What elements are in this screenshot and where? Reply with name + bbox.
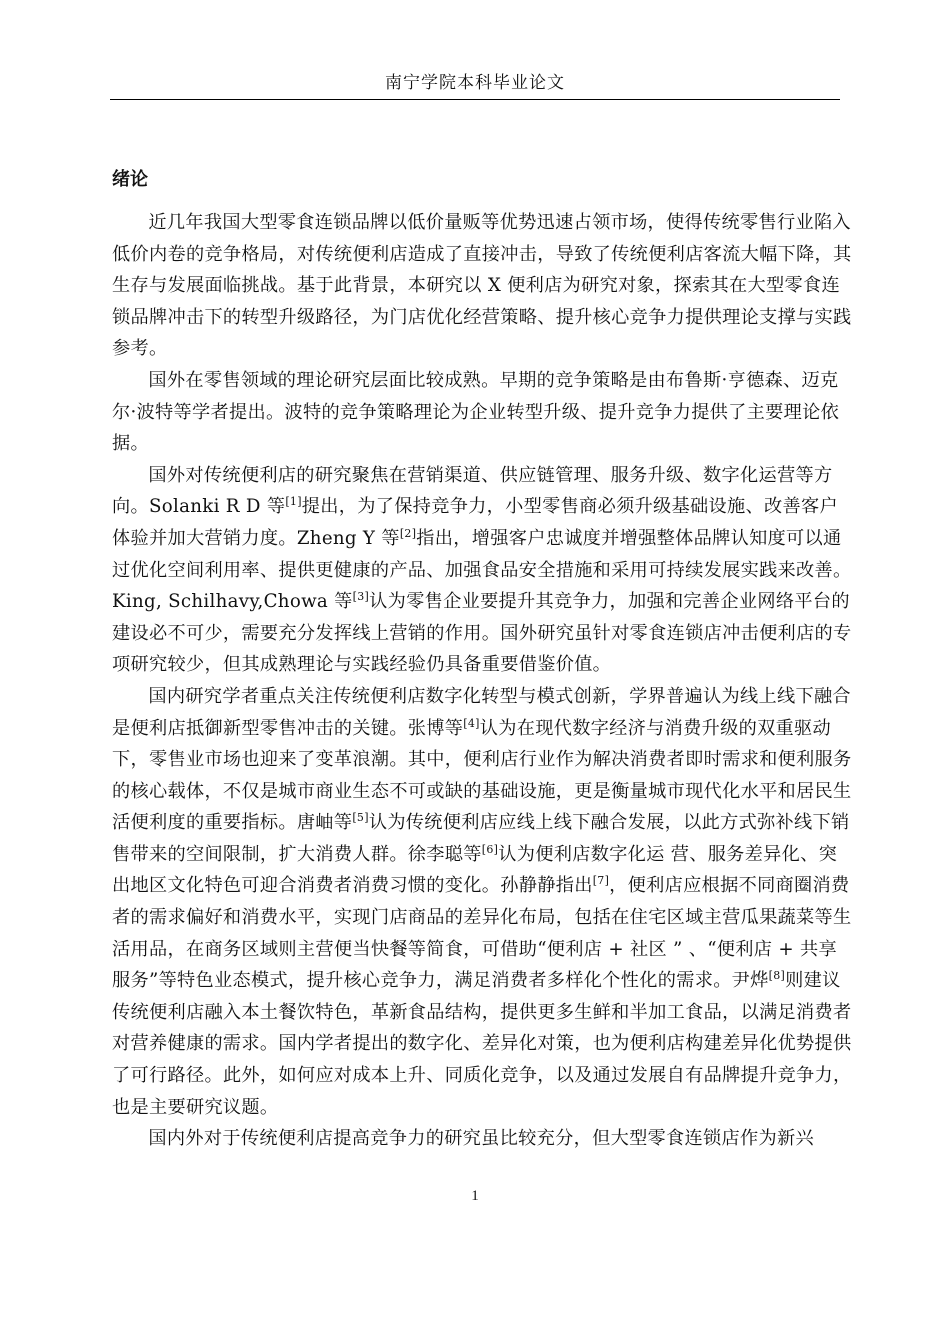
body-paragraph — [112, 365, 852, 460]
page-number: 1 — [471, 1188, 479, 1204]
body-paragraph — [112, 681, 852, 1123]
body-paragraph — [112, 207, 852, 365]
citation-marker: [5] — [352, 811, 369, 825]
running-header: 南宁学院本科毕业论文 — [385, 73, 565, 93]
paragraph-text: 国内研究学者重点关注传统便利店数字化转型与模式创新，学界普遍认为线上线下融合是便利店抵御新型零售冲击的关键。张博等 — [112, 685, 851, 739]
citation-marker: [3] — [352, 590, 370, 604]
paragraph-text: 认为零售企业要提升其竞争力，加强和完善企业网络平台的建设必不可少，需要充分发挥线上营销的作用。国外研究虽针对零食连锁店冲击便利店的专项研究较少，但其成熟理论与实践经验仍具备重要借鉴价值。 — [112, 591, 852, 676]
paragraph-text: 认为便利店数字化运 营、服务差异化、突出地区文化特色可迎合消费者消费习惯的变化。孙静静指出 — [112, 843, 838, 897]
citation-marker: [2] — [399, 526, 417, 540]
section-title: 绪论 — [112, 169, 148, 190]
paragraph-text: 近几年我国大型零食连锁品牌以低价量贩等优势迅速占领市场，使得传统零售行业陷入低价内卷的竞争格局，对传统便利店造成了直接冲击，导致了传统便利店客流大幅下降，其生存与发展面临挑战。基于此背景，本研究以 X 便利店为研究对象，探索其在大型零食连锁品牌冲击下的转型升级路径，为门店优化经营策略、提升核心竞争力提供理论支撑与实践参考。 — [112, 212, 852, 360]
body-paragraph — [112, 460, 852, 681]
citation-marker: [8] — [768, 969, 786, 983]
paragraph-text: 国内外对于传统便利店提高竞争力的研究虽比较充分，但大型零食连锁店作为新兴 — [148, 1128, 814, 1150]
citation-marker: [1] — [285, 495, 302, 509]
paragraph-text: 认为传统便利店应线上线下融合发展，以此方式弥补线下销售带来的空间限制，扩大消费人群。徐李聪等 — [112, 812, 850, 865]
body-text — [112, 207, 852, 1155]
paragraph-text: 则建议传统便利店融入本土餐饮特色，革新食品结构，提供更多生鲜和半加工食品，以满足消费者对营养健康的需求。国内学者提出的数字化、差异化对策，也为便利店构建差异化优势提供了可行路径。此外，如何应对成本上升、同质化竞争，以及通过发展自有品牌提升竞争力，也是主要研究议题。 — [112, 970, 852, 1118]
citation-marker: [4] — [463, 716, 480, 730]
citation-marker: [6] — [481, 842, 499, 856]
paragraph-text: 国外对传统便利店的研究聚焦在营销渠道、供应链管理、服务升级、数字化运营等方向。Solanki R D 等 — [112, 464, 833, 518]
paragraph-text: 认为在现代数字经济与消费升级的双重驱动下，零售业市场也迎来了变革浪潮。其中，便利店行业作为解决消费者即时需求和便利服务的核心载体，不仅是城市商业生态不可或缺的基础设施，更是衡量城市现代化水平和居民生活便利度的重要指标。唐岫等 — [112, 717, 852, 834]
citation-marker: [7] — [592, 874, 610, 888]
paragraph-text: 提出，为了保持竞争力，小型零售商必须升级基础设施、改善客户体验并加大营销力度。Zheng Y 等 — [112, 496, 838, 549]
paragraph-text: 指出，增强客户忠诚度并增强整体品牌认知度可以通过优化空间利用率、提供更健康的产品、加强食品安全措施和采用可持续发展实践来改善。King, Schilhavy,Chowa 等 — [112, 527, 852, 613]
header-rule — [110, 99, 840, 100]
paragraph-text: 国外在零售领域的理论研究层面比较成熟。早期的竞争策略是由布鲁斯·亨德森、迈克尔·波特等学者提出。波特的竞争策略理论为企业转型升级、提升竞争力提供了主要理论依据。 — [112, 369, 840, 455]
paragraph-text: ，便利店应根据不同商圈消费者的需求偏好和消费水平，实现门店商品的差异化布局，包括在住宅区域主营瓜果蔬菜等生活用品，在商务区域则主营便当快餐等简食，可借助“便利店 + 社区 ” 、“便利店 + 共享服务”等特色业态模式，提升核心竞争力，满足消费者多样化个性化的需求。尹烨 — [112, 875, 852, 992]
body-paragraph — [112, 1123, 852, 1155]
